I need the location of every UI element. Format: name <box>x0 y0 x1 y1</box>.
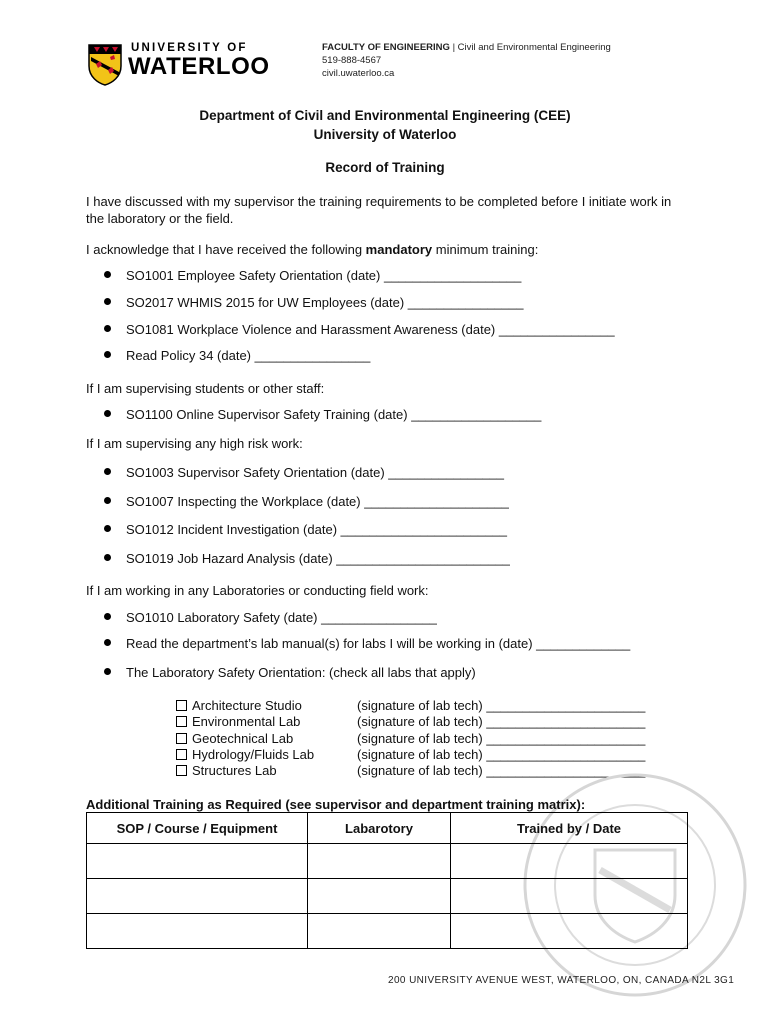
table-row <box>87 844 688 879</box>
list-item: SO1007 Inspecting the Workplace (date) ____________________ <box>104 494 509 509</box>
signature-line[interactable]: (signature of lab tech) ______________________ <box>357 747 646 762</box>
acknowledge-paragraph <box>86 241 686 258</box>
table-cell[interactable] <box>308 914 451 949</box>
bullet-icon <box>104 613 111 620</box>
footer-address: 200 UNIVERSITY AVENUE WEST, WATERLOO, ON, CANADA N2L 3G1 <box>388 975 735 986</box>
table-cell[interactable] <box>451 914 688 949</box>
bullet-icon <box>104 410 111 417</box>
document-title-department: Department of Civil and Environmental Engineering (CEE) <box>199 108 571 123</box>
table-row <box>87 879 688 914</box>
lab-heading: If I am working in any Laboratories or conducting field work: <box>86 583 429 598</box>
table-cell[interactable] <box>308 879 451 914</box>
table-cell[interactable] <box>308 844 451 879</box>
checkbox-icon[interactable] <box>176 733 187 744</box>
bullet-icon <box>104 468 111 475</box>
logo-waterloo: WATERLOO <box>128 53 270 80</box>
bullet-icon <box>104 271 111 278</box>
list-item: SO2017 WHMIS 2015 for UW Employees (date) ________________ <box>104 295 523 310</box>
intro-paragraph: I have discussed with my supervisor the training requirements to be completed before I initiate work in the laboratory or the field. <box>86 194 672 226</box>
additional-training-heading: Additional Training as Required (see supervisor and department training matrix): <box>86 797 586 812</box>
faculty-separator: | <box>452 42 456 53</box>
bullet-icon <box>104 668 111 675</box>
additional-training-table <box>86 812 688 949</box>
bullet-icon <box>104 525 111 532</box>
table-cell[interactable] <box>87 914 308 949</box>
table-cell[interactable] <box>87 879 308 914</box>
lab-checkbox-geotechnical[interactable]: Geotechnical Lab <box>176 731 293 746</box>
list-item: SO1001 Employee Safety Orientation (date) ___________________ <box>104 268 521 283</box>
signature-line[interactable]: (signature of lab tech) ______________________ <box>357 763 646 778</box>
table-cell[interactable] <box>451 844 688 879</box>
ack-text-before: I acknowledge that I have received the following <box>86 242 366 257</box>
bullet-icon <box>104 639 111 646</box>
ack-text-after: minimum training: <box>432 242 539 257</box>
checkbox-icon[interactable] <box>176 700 187 711</box>
checkbox-icon[interactable] <box>176 765 187 776</box>
document-title-university: University of Waterloo <box>313 127 457 142</box>
signature-line[interactable]: (signature of lab tech) ______________________ <box>357 731 646 746</box>
checkbox-icon[interactable] <box>176 749 187 760</box>
university-crest-icon <box>88 44 122 86</box>
table-cell[interactable] <box>451 879 688 914</box>
list-item: SO1081 Workplace Violence and Harassment Awareness (date) ________________ <box>104 322 615 337</box>
lab-checkbox-architecture[interactable]: Architecture Studio <box>176 698 302 713</box>
bullet-icon <box>104 351 111 358</box>
lab-checkbox-environmental[interactable]: Environmental Lab <box>176 714 300 729</box>
faculty-info <box>322 41 611 80</box>
checkbox-icon[interactable] <box>176 716 187 727</box>
signature-line[interactable]: (signature of lab tech) ______________________ <box>357 714 646 729</box>
bullet-icon <box>104 298 111 305</box>
table-row <box>87 914 688 949</box>
logo-university-of: UNIVERSITY OF <box>131 42 248 54</box>
document-title-record: Record of Training <box>325 160 445 175</box>
list-item: The Laboratory Safety Orientation: (check all labs that apply) <box>104 665 476 680</box>
phone-number: 519-888-4567 <box>322 55 382 66</box>
lab-checkbox-hydrology[interactable]: Hydrology/Fluids Lab <box>176 747 314 762</box>
table-cell[interactable] <box>87 844 308 879</box>
list-item: SO1019 Job Hazard Analysis (date) ________________________ <box>104 551 510 566</box>
supervising-heading: If I am supervising students or other staff: <box>86 381 325 396</box>
list-item: SO1012 Incident Investigation (date) _______________________ <box>104 522 507 537</box>
bullet-icon <box>104 325 111 332</box>
column-header-sop: SOP / Course / Equipment <box>87 813 308 844</box>
website: civil.uwaterloo.ca <box>322 68 395 79</box>
list-item: SO1010 Laboratory Safety (date) ________________ <box>104 610 437 625</box>
column-header-laboratory: Labarotory <box>308 813 451 844</box>
bullet-icon <box>104 554 111 561</box>
column-header-trained-by: Trained by / Date <box>451 813 688 844</box>
bullet-icon <box>104 497 111 504</box>
list-item: Read Policy 34 (date) ________________ <box>104 348 370 363</box>
signature-line[interactable]: (signature of lab tech) ______________________ <box>357 698 646 713</box>
list-item: SO1003 Supervisor Safety Orientation (date) ________________ <box>104 465 504 480</box>
list-item: Read the department’s lab manual(s) for labs I will be working in (date) _____________ <box>104 636 630 651</box>
department-name: Civil and Environmental Engineering <box>457 42 611 53</box>
highrisk-heading: If I am supervising any high risk work: <box>86 436 303 451</box>
list-item: SO1100 Online Supervisor Safety Training (date) __________________ <box>104 407 541 422</box>
lab-checkbox-structures[interactable]: Structures Lab <box>176 763 277 778</box>
faculty-name: FACULTY OF ENGINEERING <box>322 42 450 53</box>
ack-text-mandatory: mandatory <box>365 242 433 257</box>
